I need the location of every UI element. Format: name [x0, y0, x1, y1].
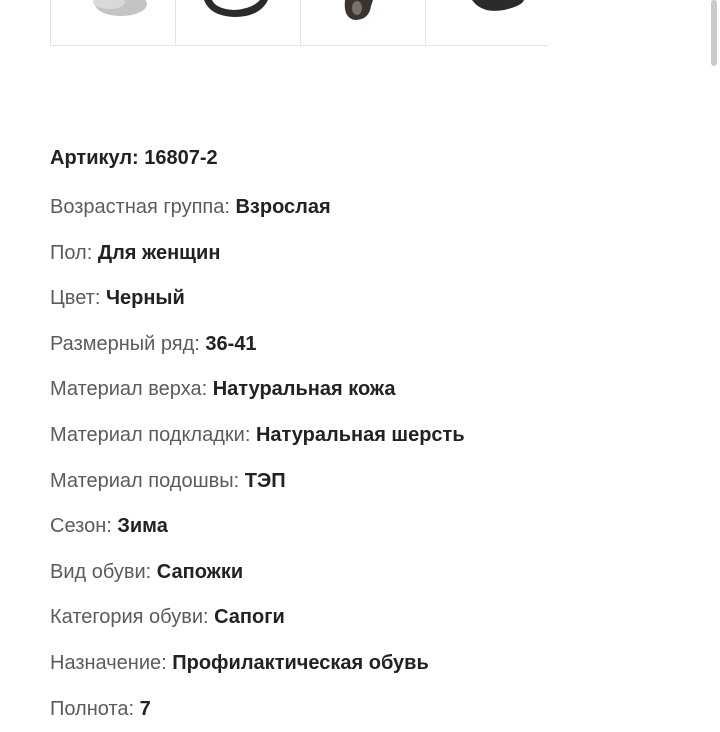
spec-label: Сезон:: [50, 515, 118, 538]
thumbnail-strip: [50, 0, 548, 46]
spec-row: [50, 641, 690, 687]
spec-value: 36-41: [205, 332, 257, 355]
spec-label: Материал верха:: [50, 378, 213, 401]
spec-label: Вид обуви:: [50, 560, 157, 583]
spec-label: Материал подкладки:: [50, 423, 256, 446]
spec-row: [50, 322, 690, 368]
spec-value: Взрослая: [235, 196, 331, 218]
spec-label: Размерный ряд:: [50, 332, 206, 355]
spec-row: [50, 595, 690, 641]
thumbnail-2[interactable]: [175, 0, 300, 45]
spec-label: Категория обуви:: [50, 606, 215, 629]
spec-value: ТЭП: [244, 469, 286, 492]
scrollbar-thumb[interactable]: [711, 0, 717, 66]
spec-row: [50, 550, 690, 596]
spec-value: Натуральная кожа: [212, 378, 396, 401]
spec-label: Цвет:: [50, 287, 106, 310]
spec-value: Профилактическая обувь: [172, 651, 429, 674]
thumbnail-1[interactable]: [50, 0, 175, 45]
spec-value: 7: [139, 697, 151, 720]
spec-label: Полнота:: [50, 697, 140, 720]
product-specs: [50, 140, 690, 732]
thumbnail-3[interactable]: [300, 0, 425, 45]
boot-image-icon: [426, 0, 547, 45]
spec-row: [50, 231, 690, 277]
spec-row: [50, 276, 690, 322]
spec-label: Назначение:: [50, 651, 173, 674]
spec-row: [50, 185, 690, 231]
spec-value: Черный: [105, 287, 185, 310]
spec-label: Возрастная группа:: [50, 196, 236, 218]
spec-value: Сапоги: [214, 606, 285, 629]
spec-row: [50, 504, 690, 550]
spec-row: [50, 687, 690, 732]
spec-value: Для женщин: [97, 241, 221, 264]
spec-label: Материал подошвы:: [50, 469, 245, 492]
spec-value: Сапожки: [156, 560, 244, 583]
spec-value: Зима: [117, 515, 168, 538]
boot-image-icon: [51, 0, 175, 45]
thumbnail-4[interactable]: [425, 0, 547, 45]
spec-label: Пол:: [50, 241, 98, 264]
spec-row: [50, 367, 690, 413]
spec-list: [50, 185, 690, 732]
boot-image-icon: [301, 0, 425, 45]
spec-row: [50, 413, 690, 459]
spec-value: Натуральная шерсть: [255, 423, 465, 446]
boot-image-icon: [176, 0, 300, 45]
sku-heading: Артикул: 16807-2: [50, 147, 218, 169]
spec-row: [50, 459, 690, 505]
